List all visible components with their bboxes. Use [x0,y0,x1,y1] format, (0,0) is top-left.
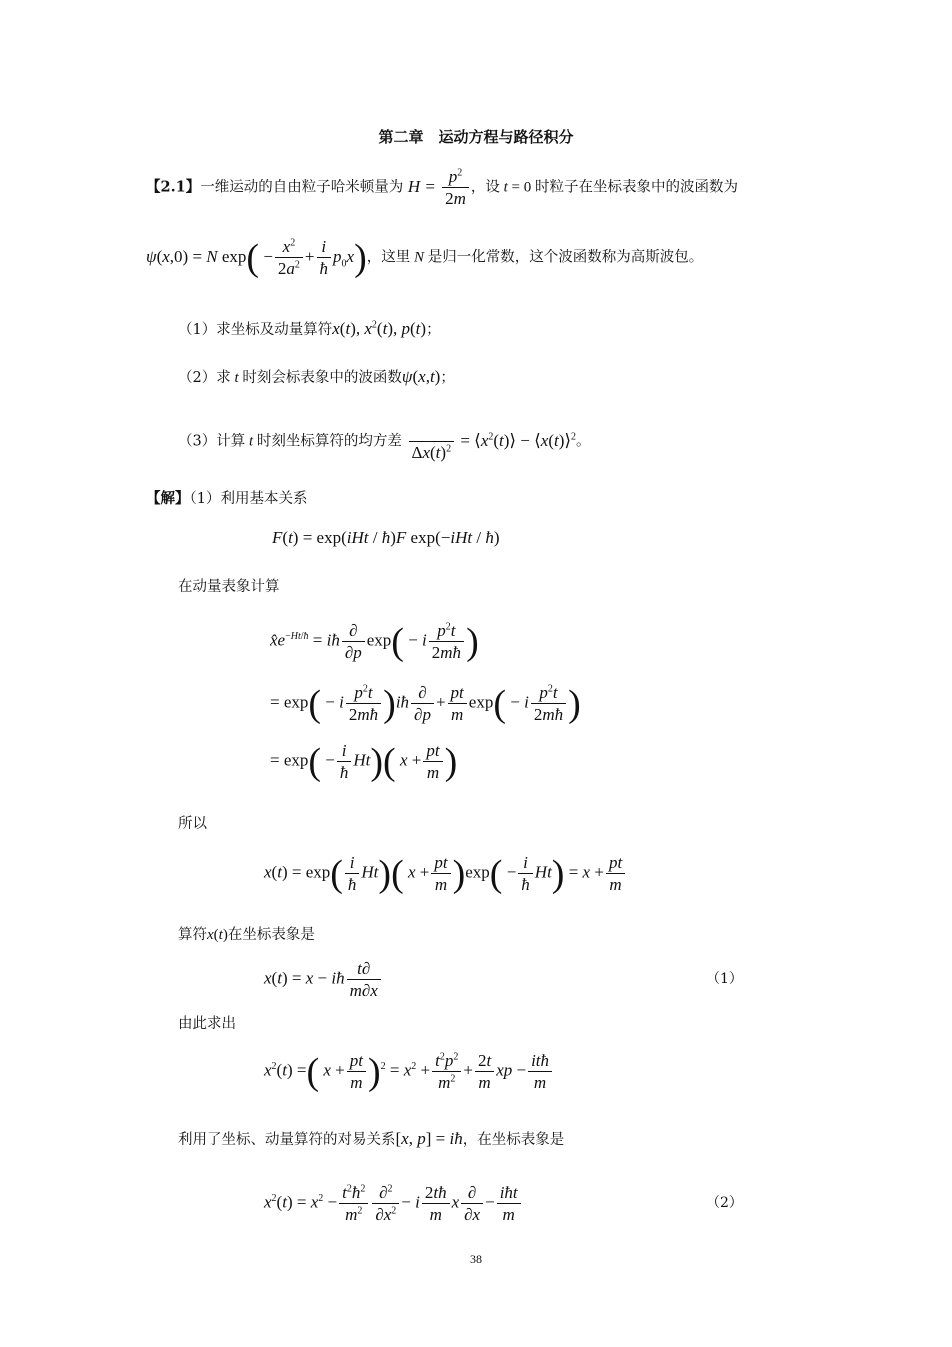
x-t-result: x(t) = exp( $\frac{i}{ħ}$ Ht)( x + $\frac{pt}{m}$ )exp( − $\frac{i}{ħ}$ Ht) = x + $\frac{pt}{m}$ [264,852,627,896]
solution-line-5: 由此求出 [178,1016,236,1032]
equation-number-2: （2） [706,1195,743,1211]
derivation-line-1: $x̂e^{-Ht/ħ}$ = iħ $\frac{\partial}{\partial p}$ exp( − i $\frac{p^2t}{2mħ}$ ) [270,620,479,663]
question-2: （2）求 t 时刻会标表象中的波函数ψ(x,t)； [178,367,455,386]
gaussian-wavefunction: ψ(x,0) = N exp( − $\frac{x^2}{2a^2}$ + $\frac{i}{ħ}$ $p_0x$) [146,236,367,279]
solution-tag: 【解】 [146,490,190,507]
derivation-line-3: = exp( − $\frac{i}{ħ}$ Ht)( x + $\frac{pt}{m}$ ) [270,740,458,783]
problem-intro-b: ，设 [470,179,500,196]
solution-line-1: 【解】（1）利用基本关系 [146,490,308,507]
chapter-title: 第二章 运动方程与路径积分 [378,128,574,146]
x2-t-result: $x^2(t)$ =( x + $\frac{pt}{m}$ )$^2 = x^2$ + $\frac{t^2p^2}{m^2}$ + $\frac{2t}{m}$ xp − $\frac{\text{itħ}}{m}$ [264,1050,554,1094]
heisenberg-relation: F(t) = exp(iHt / ħ)F exp(−iHt / ħ) [272,528,500,547]
derivation-line-2: = exp( − i $\frac{p^2t}{2mħ}$ )iħ $\frac{\partial}{\partial p}$ + $\frac{pt}{m}$ exp( − i $\frac{p^2t}{2mħ}$ ) [270,682,581,725]
problem-line-1: 【2.1】一维运动的自由粒子哈米顿量为 H = $\frac{p^2}{2m}$ ，设 t = 0 时粒子在坐标表象中的波函数为 [146,167,739,209]
problem-line2-text: ，这里 [366,249,411,266]
x2-t-coordinate: $x^2(t) = x^2$ − $\frac{t^2ħ^2}{m^2}$ $\frac{\partial^2}{\partial x^2}$ − i $\frac{2tħ}{m}$ x $\frac{\partial}{\partial x}$ − $\frac{\text{iħt}}{m}$ [264,1182,523,1226]
equation-number-1: （1） [706,971,743,987]
solution-line-3: 所以 [178,816,207,832]
solution-line-4: 算符x(t)在坐标表象是 [178,927,315,943]
problem-tag: 【2.1】 [146,178,201,196]
hamiltonian-eq: H = $\frac{p^2}{2m}$ [408,177,471,196]
solution-line-2: 在动量表象计算 [178,579,280,595]
problem-line2-text-b: 是归一化常数，这个波函数称为高斯波包。 [427,249,704,266]
problem-intro-c: 时粒子在坐标表象中的波函数为 [535,179,739,196]
problem-line-2: ψ(x,0) = N exp( − $\frac{x^2}{2a^2}$ + $\frac{i}{ħ}$ $p_0x$)，这里 N 是归一化常数，这个波函数称为高斯波包。 [146,236,704,279]
question-3: （3）计算 t 时刻坐标算符的均方差 $\Delta x(t)^2$ = $⟨x^2(t)⟩$ − ⟨x(t)⟩$^2$。 [178,420,591,464]
solution-line-6: 利用了坐标、动量算符的对易关系[x, p] = iħ，在坐标表象是 [178,1129,565,1148]
problem-intro-a: 一维运动的自由粒子哈米顿量为 [200,179,404,196]
x-t-coordinate: x(t) = x − iħ $\frac{t\partial}{m\partial x}$ [264,958,383,1002]
question-1: （1）求坐标及动量算符x(t), $x^2(t)$, p(t)； [178,319,441,338]
page-number: 38 [470,1252,482,1266]
